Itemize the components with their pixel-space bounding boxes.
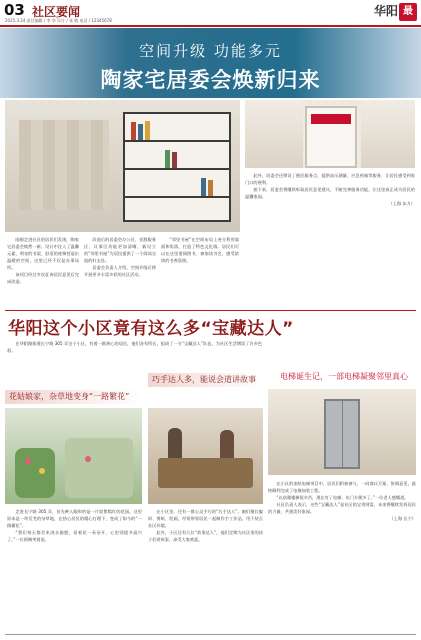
- brand-mark-icon: 最: [399, 3, 417, 21]
- subhead-elevator: 电梯诞生记，一部电梯凝聚邻里真心: [280, 372, 408, 381]
- page-header: [0, 0, 421, 26]
- article2-intro-text: 在华阳路街道长宁路 305 弄这个小区，有着一群热心的居民，他们各有所长，组成了一支“宝藏达人”队伍，为社区生活增添了许多色彩。: [7, 341, 262, 353]
- article2-paragraph: 走进长宁路 305 弄，首先映入眼帘的是一片姹紫嫣红的花园。这里原本是一块荒芜的杂草地，在热心居民的精心打理下，变成了如今的“一路繁花”。: [7, 509, 142, 528]
- article2-author: （上海 长宁）: [389, 516, 416, 521]
- article2-column-1: [7, 508, 142, 630]
- brand-logo: [374, 2, 417, 21]
- article2-paragraph: 此外，小区还有几位“故事达人”，他们定期为社区里的孩子们讲故事，深受大家欢迎。: [148, 530, 263, 542]
- article1-column-3: [161, 236, 239, 306]
- article1-paragraph: 接下来，居委会将继续听取居民意见建议，不断完善服务功能，让这里真正成为居民的温馨家园。: [245, 187, 415, 199]
- article2-headline: 华阳这个小区竟有这么多“宝藏达人”: [8, 319, 294, 339]
- article1-column-1: [7, 236, 79, 306]
- article2-column-3: [268, 480, 416, 630]
- brand-text: 华阳: [373, 4, 398, 18]
- article-banner: [0, 28, 421, 98]
- footer-divider: [5, 634, 416, 635]
- article1-paragraph: 刚刚走进社区的居民们发现，陶家宅居委会焕然一新。设计中注入了温馨元素，明亮的书架、舒适的座椅营造出温暖的空间，这里已经不仅是办事场所。: [7, 237, 79, 270]
- craft-table-photo: [148, 408, 263, 504]
- subhead-crafts: 巧手达人多，能说会道讲故事: [148, 373, 263, 387]
- elevator-hall-photo: [268, 389, 416, 475]
- article2-intro: [7, 340, 262, 368]
- section-title: 社区要闻: [32, 5, 81, 19]
- article2-paragraph: “我们每天都会来浇水施肥，看着花一朵朵开，心里别提多高兴了。”一位阿姨笑着说。: [7, 530, 142, 542]
- subhead-flowers: 花姑娘家，杂草地变身“一路繁花”: [5, 390, 142, 404]
- article1-paragraph: 改造后的居委会办公区、党群服务区、议事区功能更加清晰，新设立的“邻里书屋”为居民提供了一个阅读交流的好去处。: [84, 237, 156, 263]
- header-divider: [0, 25, 421, 27]
- article1-paragraph: 此外，居委会还增设了便民服务点，提供血压测量、应急药箱等服务，让居民感受到家门口的便利。: [245, 173, 415, 185]
- article1-paragraph: “邻里书屋”在空间布局上充分利用墙面和角落，打造了特色文化墙。居民们可以在这里借阅图书、参加读书会，感受浓浓的书香氛围。: [161, 237, 239, 263]
- article2-paragraph: 社区负责人表示，这些“宝藏达人”是社区的宝贵财富，未来将继续发挥居民的力量，共建美好家园。: [268, 502, 416, 514]
- article1-author: （上海 东方）: [388, 201, 415, 206]
- banner-title: 陶家宅居委会焕新归来: [100, 68, 321, 92]
- flower-garden-photo: [5, 408, 142, 504]
- article2-paragraph: “以前爬楼梯很辛苦，现在有了电梯，出门方便多了。”一位老人感慨道。: [276, 495, 409, 500]
- banner-kicker: 空间升级 功能多元: [139, 42, 282, 60]
- article2-column-2: [148, 508, 263, 630]
- article1-paragraph: 居委会负责人介绍，空间升级后将开展更多丰富多彩的社区活动。: [84, 265, 156, 277]
- article1-column-2: [84, 236, 156, 306]
- section-divider: [5, 310, 416, 311]
- article2-paragraph: 在小区的加装电梯项目中，居民们积极参与，一同商议方案、协调意见，最终顺利完成了电梯加装工程。: [268, 481, 416, 493]
- reading-corner-photo: [5, 100, 240, 232]
- article1-paragraph: 该项目经过多次征询居民意见后完成改造。: [7, 272, 79, 284]
- article2-paragraph: 在小区里，还有一群心灵手巧的“巧手达人”。她们擅长编织、剪纸、绘画，经常带领居民一起制作手工作品，用于装点社区环境。: [148, 509, 263, 528]
- page-number: 03: [4, 1, 25, 19]
- article1-column-4: [245, 172, 415, 306]
- issue-meta: 2025.3.24 责任编辑 / 李 华 设计 / 张 敏 电话 / 12345678: [5, 18, 112, 23]
- office-door-photo: [245, 100, 415, 168]
